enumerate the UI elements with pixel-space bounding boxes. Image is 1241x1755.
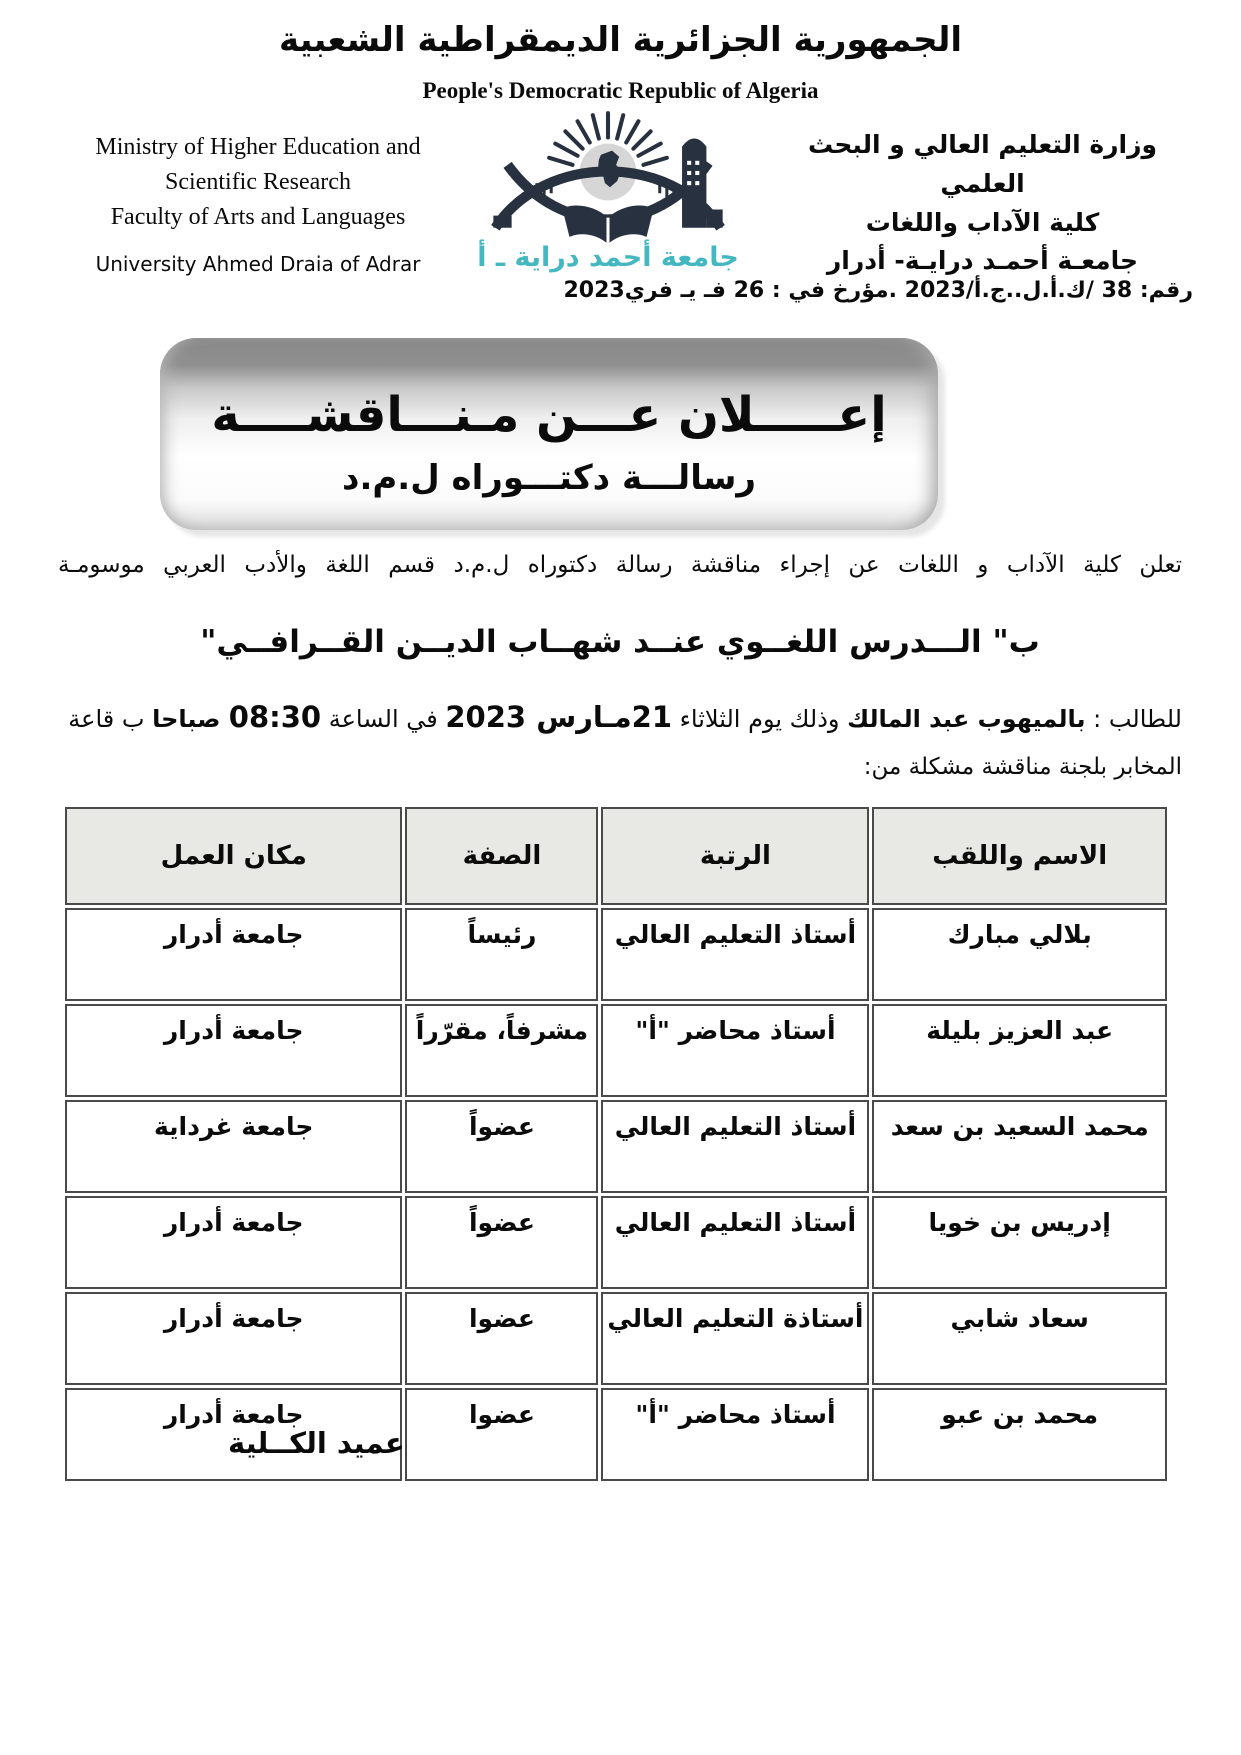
cell-workplace: جامعة أدرار <box>65 1004 402 1097</box>
banner-title: إعـــــلان عـــن مـنـــاقشــــة <box>211 387 887 444</box>
defense-conjunction: وذلك يوم الثلاثاء <box>672 705 848 733</box>
cell-rank: أستاذ محاضر "أ" <box>601 1388 869 1481</box>
committee-header-row <box>65 807 1167 905</box>
defense-time: 08:30 <box>228 700 322 734</box>
cell-name: عبد العزيز بليلة <box>872 1004 1167 1097</box>
cell-role: عضوا <box>405 1292 598 1385</box>
committee-row <box>65 1004 1167 1097</box>
committee-row <box>65 1196 1167 1289</box>
ministry-block-arabic <box>770 126 1195 281</box>
defense-year: 2023 <box>445 700 537 734</box>
column-header-role: الصفة <box>405 807 598 905</box>
venue-committee-line: المخابر بلجنة مناقشة مشكلة من: <box>863 754 1182 780</box>
defense-details-line <box>58 700 1182 734</box>
committee-row <box>65 908 1167 1001</box>
cell-role: عضوا <box>405 1388 598 1481</box>
cell-name: بلالي مبارك <box>872 908 1167 1001</box>
faculty-english: Faculty of Arts and Languages <box>110 203 406 230</box>
defense-at: في الساعة <box>321 705 446 733</box>
column-header-workplace: مكان العمل <box>65 807 402 905</box>
university-english: University Ahmed Draia of Adrar <box>95 252 421 277</box>
cell-role: مشرفاً، مقرّراً <box>405 1004 598 1097</box>
university-arabic: جامعـة أحمـد درايـة- أدرار <box>826 246 1139 276</box>
cell-role: عضواً <box>405 1196 598 1289</box>
cell-name: محمد السعيد بن سعد <box>872 1100 1167 1193</box>
student-label: للطالب : <box>1085 705 1182 733</box>
cell-workplace: جامعة أدرار <box>65 1388 402 1481</box>
ministry-line1: Ministry of Higher Education and <box>95 134 421 160</box>
cell-rank: أستاذ التعليم العالي <box>601 1100 869 1193</box>
banner-subtitle: رسالـــة دكتـــوراه ل.م.د <box>342 457 756 498</box>
cell-workplace: جامعة أدرار <box>65 1292 402 1385</box>
faculty-arabic: كلية الآداب واللغات <box>865 207 1100 237</box>
committee-table <box>62 804 1170 1484</box>
country-title-english: People's Democratic Republic of Algeria <box>422 78 819 103</box>
cell-name: محمد بن عبو <box>872 1388 1167 1481</box>
ministry-arabic: وزارة التعليم العالي و البحث العلمي <box>807 130 1158 198</box>
defense-period: صباحا <box>152 705 229 733</box>
defense-date: 21مـارس <box>536 700 673 734</box>
cell-rank: أستاذ التعليم العالي <box>601 1196 869 1289</box>
cell-rank: أستاذ محاضر "أ" <box>601 1004 869 1097</box>
cell-workplace: جامعة غرداية <box>65 1100 402 1193</box>
committee-row <box>65 1292 1167 1385</box>
cell-rank: أستاذ التعليم العالي <box>601 908 869 1001</box>
ministry-line2: Scientific Research <box>165 168 351 195</box>
column-header-name: الاسم واللقب <box>872 807 1167 905</box>
dean-signature: عميد الكــلية <box>228 1426 405 1460</box>
cell-name: إدريس بن خويا <box>872 1196 1167 1289</box>
university-logo <box>468 104 748 273</box>
logo-caption-arabic: جامعة أحمد دراية ـ أ <box>477 242 739 273</box>
cell-workplace: جامعة أدرار <box>65 1196 402 1289</box>
ministry-block-english <box>58 130 458 279</box>
committee-row <box>65 1100 1167 1193</box>
cell-name: سعاد شابي <box>872 1292 1167 1385</box>
cell-role: رئيساً <box>405 908 598 1001</box>
announcement-banner <box>160 338 938 530</box>
country-title-arabic: الجمهورية الجزائرية الديمقراطية الشعبية <box>279 20 962 60</box>
reference-number: رقم: 38 /ك.أ.ل..ج.أ/2023 .مؤرخ في : 26 فـ يـ فري2023 <box>563 278 1193 303</box>
student-name: بالميهوب عبد المالك <box>847 705 1086 733</box>
thesis-title: ب" الـــدرس اللغــوي عنــد شهــاب الديــن القــرافــي" <box>200 624 1040 660</box>
venue-prefix: ب قاعة <box>68 705 153 733</box>
cell-rank: أستاذة التعليم العالي <box>601 1292 869 1385</box>
cell-role: عضواً <box>405 1100 598 1193</box>
cell-workplace: جامعة أدرار <box>65 908 402 1001</box>
column-header-rank: الرتبة <box>601 807 869 905</box>
intro-paragraph: تعلن كلية الآداب و اللغات عن إجراء مناقشة رسالة دكتوراه ل.م.د قسم اللغة والأدب العربي موسومـة <box>58 552 1182 578</box>
